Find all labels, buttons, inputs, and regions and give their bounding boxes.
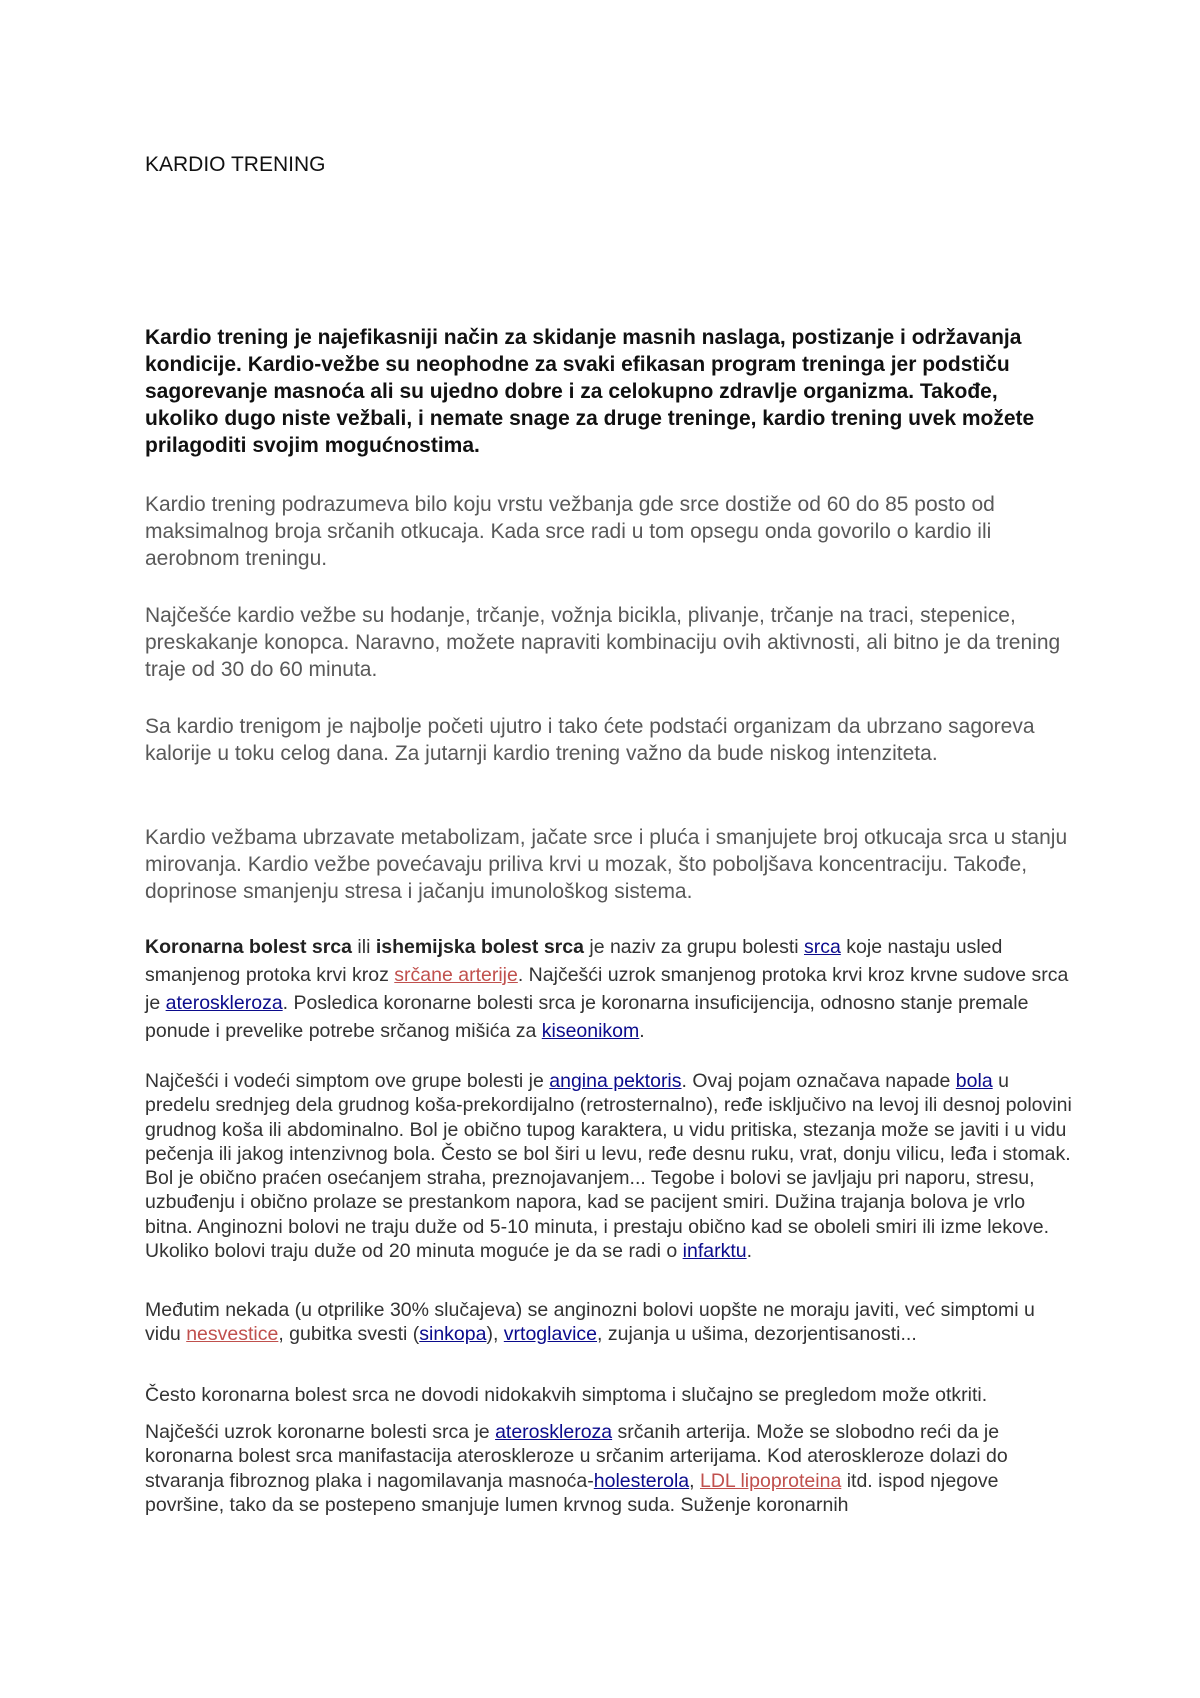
link-ateroskleroza-2[interactable]: ateroskleroza — [495, 1421, 613, 1443]
link-nesvestice[interactable]: nesvestice — [186, 1323, 279, 1346]
text-run: , gubitka svesti ( — [278, 1323, 420, 1346]
text-run: Najčešći i vodeći simptom ove grupe bolesti je — [145, 1070, 550, 1092]
paragraph-coronary-definition — [145, 933, 1075, 1045]
text-run: Međutim nekada (u otprilike 30% slučajeva) se anginozni bolovi uopšte ne moraju javiti, već simptomi u vidu — [145, 1299, 1035, 1346]
link-srcane-arterije[interactable]: srčane arterije — [394, 964, 518, 986]
lead-paragraph: Kardio trening je najefikasniji način za skidanje masnih naslaga, postizanje i održavanja kondicije. Kardio-vežbe su neophodne za svaki efikasan program treninga jer podstiču sagorevanje masnoća ali su ujedno dobre i za celokupno zdravlje organizma. Takođe, ukoliko dugo niste vežbali, i nemate snage za druge treninge, kardio trening uvek možete prilagoditi svojim mogućnostima. — [145, 326, 1035, 457]
text-run: . Posledica koronarne bolesti srca je koronarna insuficijencija, odnosno stanje premale ponude i prevelike potrebe srčanog mišića za — [145, 992, 1029, 1042]
link-kiseonikom[interactable]: kiseonikom — [541, 1020, 640, 1042]
text-run: je naziv za grupu bolesti — [583, 936, 804, 958]
link-angina-pektoris[interactable]: angina pektoris — [549, 1070, 682, 1092]
bold-term: ishemijska bolest srca — [375, 936, 584, 958]
link-bola[interactable]: bola — [955, 1070, 993, 1092]
bold-term: Koronarna bolest srca — [145, 936, 352, 958]
link-srca[interactable]: srca — [804, 936, 841, 958]
text-run: srčanih arterija. Može se slobodno reći da je koronarna bolest srca manifastacija ateroskleroze u srčanim arterijama. Kod ateroskleroze dolazi do stvaranja fibroznog plaka i nagomilavanja masnoća- — [145, 1421, 1008, 1492]
paragraph-symptoms — [145, 1069, 1075, 1263]
text-run: ), — [486, 1323, 504, 1346]
text-run: u predelu srednjeg dela grudnog koša-prekordijalno (retrosternalno), ređe isključivo na levoj ili desnoj polovini grudnog koša ili abdominalno. Bol je obično tupog karaktera, u vidu pritiska, stezanja može se javiti i u vidu pečenja ili jakog intenzivnog bola. Često se bol širi u levu, ređe desnu ruku, vrat, donju vilicu, leđa i stomak. Bol je obično praćen osećanjem straha, preznojavanjem... Tegobe i bolovi se javljaju pri naporu, stresu, uzbuđenju i obično prolaze se prestankom napora, kad se pacijent smiri. Dužina trajanja bolova je vrlo bitna. Anginozni bolovi ne traju duže od 5-10 minuta, i prestaju obično kad se oboleli smiri ili izme lekove. Ukoliko bolovi traju duže od 20 minuta moguće je da se radi o — [145, 1070, 1072, 1263]
link-sinkopa[interactable]: sinkopa — [419, 1323, 487, 1346]
text-run: itd. ispod njegove površine, tako da se postepeno smanjuje lumen krvnog suda. Suženje koronarnih — [145, 1469, 999, 1516]
text-run: , — [689, 1469, 700, 1492]
paragraph-morning: Sa kardio trenigom je najbolje početi ujutro i tako ćete podstaći organizam da ubrzano sagoreva kalorije u toku celog dana. Za jutarnji kardio trening važno da bude niskog intenziteta. — [145, 715, 1035, 765]
text-run: . Najčešći uzrok smanjenog protoka krvi kroz krvne sudove srca je — [145, 964, 1069, 1014]
text-run: . Ovaj pojam označava napade — [681, 1070, 956, 1092]
paragraph-benefits: Kardio vežbama ubrzavate metabolizam, jačate srce i pluća i smanjujete broj otkucaja srca u stanju mirovanja. Kardio vežbe povećavaju priliva krvi u mozak, što poboljšava koncentraciju. Takođe, doprinose smanjenju stresa i jačanju imunološkog sistema. — [145, 826, 1068, 903]
paragraph-definition: Kardio trening podrazumeva bilo koju vrstu vežbanja gde srce dostiže od 60 do 85 posto od maksimalnog broja srčanih otkucaja. Kada srce radi u tom opsegu onda govorilo o kardio ili aerobnom treningu. — [145, 493, 995, 570]
text-run: . — [746, 1240, 753, 1263]
paragraph-asymptomatic: Često koronarna bolest srca ne dovodi nidokakvih simptoma i slučajno se pregledom može otkriti. — [145, 1384, 988, 1406]
text-run: , zujanja u ušima, dezorjentisanosti... — [597, 1323, 917, 1346]
text-run: Najčešći uzrok koronarne bolesti srca je — [145, 1421, 496, 1443]
paragraph-cause — [145, 1420, 1075, 1517]
link-holesterola[interactable]: holesterola — [593, 1469, 690, 1492]
text-run: koje nastaju usled smanjenog protoka krvi kroz — [145, 936, 1003, 986]
paragraph-atypical — [145, 1298, 1075, 1347]
link-ateroskleroza[interactable]: ateroskleroza — [165, 992, 283, 1014]
paragraph-exercises: Najčešće kardio vežbe su hodanje, trčanje, vožnja bicikla, plivanje, trčanje na traci, stepenice, preskakanje konopca. Naravno, možete napraviti kombinaciju ovih aktivnosti, ali bitno je da trening traje od 30 do 60 minuta. — [145, 604, 1061, 681]
document-title: KARDIO TRENING — [145, 153, 326, 176]
link-ldl-lipoproteina[interactable]: LDL lipoproteina — [700, 1469, 842, 1492]
link-vrtoglavice[interactable]: vrtoglavice — [503, 1323, 598, 1346]
text-run: . — [639, 1020, 645, 1042]
link-infarktu[interactable]: infarktu — [682, 1240, 747, 1263]
text-run: ili — [351, 936, 376, 958]
